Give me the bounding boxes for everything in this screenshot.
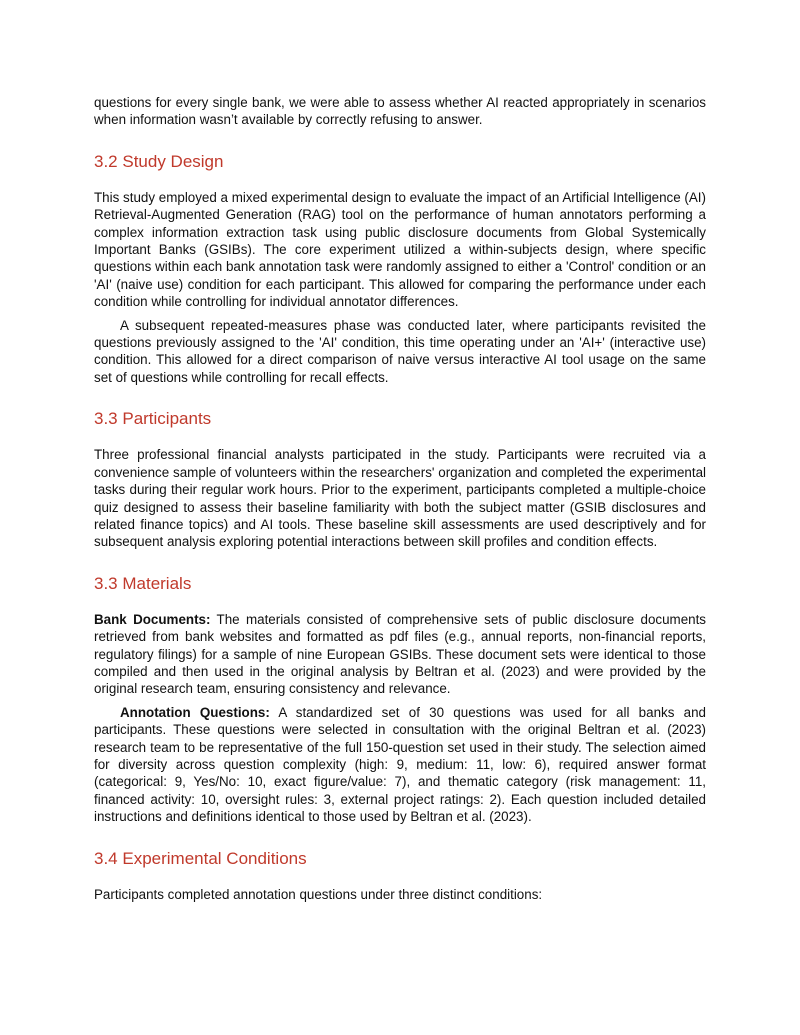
heading-participants: 3.3 Participants [94,409,212,429]
study-design-paragraph-1: This study employed a mixed experimental design to evaluate the impact of an Artificial Intelligence (AI) Retrieval-Augmented Generation (RAG) tool on the performance of human annotators performing a complex information extraction task using public disclosure documents from Global Systemically Important Banks (GSIBs). The core experiment utilized a within-subjects design, where specific questions within each bank annotation task were randomly assigned to either a 'Control' condition or an 'AI' (naive use) condition for each participant. This allowed for comparing the performance under each condition while controlling for individual annotator differences. [94,189,706,310]
paper-page [94,94,706,903]
bank-documents-label: Bank Documents: [94,611,211,627]
annotation-questions-label: Annotation Questions: [120,704,270,720]
study-design-paragraph-2: A subsequent repeated-measures phase was conducted later, where participants revisited the questions previously assigned to the 'AI' condition, this time operating under an 'AI+' (interactive use) condition. This allowed for a direct comparison of naive versus interactive AI tool usage on the same set of questions while controlling for recall effects. [94,317,706,385]
conditions-paragraph: Participants completed annotation questions under three distinct conditions: [94,886,543,902]
annotation-questions-text: A standardized set of 30 questions was used for all banks and participants. These questions were selected in consultation with the original Beltran et al. (2023) research team to be representative of the full 150-question set used in their study. The selection aimed for diversity across question complexity (high: 9, medium: 11, low: 6), required answer format (categorical: 9, Yes/No: 10, exact figure/value: 7), and thematic category (risk management: 11, financed activity: 10, oversight rules: 3, external project ratings: 2). Each question included detailed instructions and definitions identical to those used by Beltran et al. (2023). [94,704,706,825]
heading-study-design: 3.2 Study Design [94,151,224,171]
bank-documents-text: The materials consisted of comprehensive sets of public disclosure documents retrieved from bank websites and formatted as pdf files (e.g., annual reports, non-financial reports, regulatory filings) for a sample of nine European GSIBs. These document sets were identical to those compiled and then used in the original analysis by Beltran et al. (2023) and were provided by the original research team, ensuring consistency and relevance. [94,611,707,697]
participants-paragraph: Three professional financial analysts participated in the study. Participants were recruited via a convenience sample of volunteers within the researchers' organization and completed the experimental tasks during their regular work hours. Prior to the experiment, participants completed a multiple-choice quiz designed to assess their baseline familiarity with both the subject matter (GSIB disclosures and related finance topics) and AI tools. These baseline skill assessments are used descriptively and for subsequent analysis exploring potential interactions between skill profiles and condition effects. [94,447,706,550]
heading-experimental-conditions: 3.4 Experimental Conditions [94,848,307,868]
annotation-questions-paragraph [94,704,706,826]
heading-materials: 3.3 Materials [94,573,192,593]
intro-paragraph: questions for every single bank, we were able to assess whether AI reacted appropriately in scenarios when information wasn’t available by correctly refusing to answer. [94,95,706,128]
bank-documents-paragraph [94,611,706,698]
